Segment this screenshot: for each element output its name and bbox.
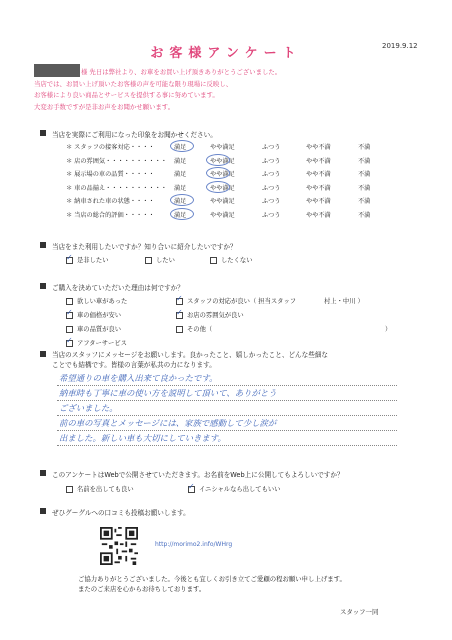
intro-line: 様 先日は弊社より、お車をお買い上げ頂きありがとうございました。 <box>81 68 282 76</box>
rating-option[interactable]: 不満 <box>358 157 371 165</box>
q2-option-definitely[interactable] <box>66 255 108 264</box>
rating-option[interactable]: 不満 <box>358 198 371 206</box>
message-line <box>57 431 397 446</box>
q3-title: ご購入を決めていただいた理由は何ですか？ <box>52 284 184 292</box>
message-area[interactable] <box>57 363 397 446</box>
rating-option[interactable]: やや不満 <box>306 157 331 165</box>
rating-option[interactable]: 満足 <box>174 198 187 206</box>
checkbox[interactable] <box>66 298 73 305</box>
q5-option-label: 名前を出しても良い <box>77 486 134 493</box>
selection-circle <box>206 181 230 193</box>
checkbox[interactable] <box>176 326 183 333</box>
rating-row-label: ＊ 展示場の車の品質・・・・・ <box>66 171 155 179</box>
rating-row-label: ＊ 車の品揃え・・・・・・・・・・ <box>66 184 167 192</box>
rating-option[interactable]: ふつう <box>262 171 281 179</box>
q3-option-label: 車の品質が良い <box>77 326 122 333</box>
rating-option[interactable]: やや不満 <box>306 171 331 179</box>
handwritten-text: ございました。 <box>59 403 118 413</box>
q3-other-close: ） <box>385 326 392 333</box>
rating-option[interactable]: 不満 <box>358 171 371 179</box>
rating-option[interactable]: 不満 <box>358 144 371 151</box>
rating-option[interactable]: ふつう <box>262 198 281 206</box>
q3-staff-name: 村上・中川 ） <box>324 298 364 305</box>
q5-option-full-name[interactable] <box>66 484 134 493</box>
rating-option[interactable]: 満足 <box>174 212 187 219</box>
q1-title: 当店を実際にご利用になった印象をお聞かせください。 <box>52 131 217 139</box>
rating-option[interactable]: 満足 <box>174 144 187 151</box>
rating-option[interactable]: ふつう <box>262 157 281 165</box>
qr-code-icon[interactable] <box>100 527 138 565</box>
q3-option-quality[interactable] <box>66 324 121 333</box>
rating-option[interactable]: 満足 <box>174 171 187 179</box>
selection-circle <box>206 154 230 166</box>
rating-option[interactable]: やや満足 <box>210 212 235 219</box>
q3-option-atmosphere[interactable] <box>176 310 244 319</box>
rating-row-label: ＊ 納車された車の状態・・・・ <box>66 198 155 206</box>
q3-option-other[interactable] <box>176 324 212 333</box>
intro-text <box>34 67 281 113</box>
q5-title: このアンケートはWebで公開させていただきます。お名前をWeb上に公開してもよろしいですか？ <box>52 471 344 479</box>
checkbox-checked[interactable] <box>66 257 73 264</box>
intro-line: 当店では、お買い上げ頂いたお客様の声を可能な限り現場に反映し、 <box>34 79 233 88</box>
q3-option-label: アフターサービス <box>77 340 127 347</box>
q2-option-label: したくない <box>221 257 253 264</box>
checkbox[interactable] <box>66 326 73 333</box>
closing-line: ご協力ありがとうございました。今後とも宜しくお引き立てご愛顧の程お願い申し上げます。 <box>78 575 346 583</box>
closing-line: またのご来店を心からお待ちしております。 <box>78 585 206 593</box>
q4-title-line: ことでも結構です。皆様の言葉が私共の力になります。 <box>52 361 216 369</box>
selection-circle <box>170 208 194 220</box>
rating-option[interactable]: やや満足 <box>210 144 235 151</box>
rating-option[interactable]: ふつう <box>262 144 281 151</box>
selection-circle <box>170 194 194 206</box>
handwritten-text: 希望通りの車を購入出来て良かったです。 <box>59 373 218 383</box>
rating-option[interactable]: やや満足 <box>210 157 235 165</box>
intro-line: お客様により良い商品とサービスを提供する事に努めています。 <box>34 91 219 99</box>
rating-option[interactable]: やや不満 <box>306 212 331 219</box>
checkbox-checked[interactable] <box>188 486 195 493</box>
q3-option-label: 欲しい車があった <box>77 298 128 305</box>
message-line <box>57 416 397 431</box>
rating-option[interactable]: やや満足 <box>210 171 235 179</box>
q5-option-label: イニシャルなら出してもいい <box>199 486 281 493</box>
q3-option-label: その他（ <box>187 326 213 333</box>
q2-option-label: したい <box>156 257 175 264</box>
rating-option[interactable]: 満足 <box>174 184 187 192</box>
rating-row-label: ＊ 当店の総合的評価・・・・・ <box>66 212 155 219</box>
q2-option-yes[interactable] <box>145 255 175 264</box>
signature: スタッフ一同 <box>340 608 379 616</box>
q5-option-initials[interactable] <box>188 484 280 493</box>
message-line <box>57 371 397 386</box>
checkbox-checked[interactable] <box>66 312 73 319</box>
handwritten-text: 出ました。新しい車も大切にしていきます。 <box>59 433 226 443</box>
rating-option[interactable]: 不満 <box>358 184 371 192</box>
checkbox-checked[interactable] <box>66 340 73 347</box>
checkbox[interactable] <box>210 257 217 264</box>
rating-option[interactable]: 不満 <box>358 212 371 219</box>
checkbox-checked[interactable] <box>176 298 183 305</box>
q2-option-label: 是非したい <box>77 257 109 264</box>
q2-title: 当店をまた利用したいですか？知り合いに紹介したいですか？ <box>52 243 237 251</box>
review-link[interactable]: http://morimo2.info/WHrg <box>155 541 233 548</box>
rating-option[interactable]: やや不満 <box>306 184 331 192</box>
intro-line: 大変お手数ですが是非お声をお聞かせ願います。 <box>34 102 175 111</box>
q3-option-price[interactable] <box>66 310 121 319</box>
rating-option[interactable]: やや満足 <box>210 198 235 206</box>
q2-option-no[interactable] <box>210 255 252 264</box>
q3-option-label: 車の価格が安い <box>77 312 122 319</box>
survey-title: お客様アンケート <box>150 46 302 61</box>
message-line <box>57 386 397 401</box>
q3-option-label: お店の雰囲気が良い <box>187 312 244 319</box>
rating-option[interactable]: やや不満 <box>306 198 331 206</box>
rating-row-label: ＊ スタッフの接客対応・・・・ <box>66 144 155 151</box>
rating-option[interactable]: ふつう <box>262 212 281 219</box>
rating-option[interactable]: やや満足 <box>210 184 235 192</box>
handwritten-text: 前の車の写真とメッセージには、家族で感動して少し涙が <box>59 418 277 428</box>
q3-option-label: スタッフの対応が良い（ 担当スタッフ <box>187 298 297 305</box>
rating-option[interactable]: やや不満 <box>306 144 331 151</box>
closing-message <box>78 574 346 594</box>
q3-option-staff[interactable] <box>176 296 296 305</box>
checkbox[interactable] <box>145 257 152 264</box>
rating-option[interactable]: 満足 <box>174 157 187 165</box>
checkbox[interactable] <box>66 486 73 493</box>
rating-option[interactable]: ふつう <box>262 184 281 192</box>
q4-title-line: 当店のスタッフにメッセージをお願いします。良かったこと、嬉しかったこと、どんな些細な <box>52 351 329 359</box>
selection-circle <box>170 140 194 152</box>
handwritten-text: 納車時も丁寧に車の使い方を説明して頂いて、ありがとう <box>59 388 277 398</box>
rating-row-label: ＊ 店の雰囲気・・・・・・・・・・ <box>66 157 167 165</box>
message-line <box>57 401 397 416</box>
q3-option-after-service[interactable] <box>66 338 127 347</box>
q6-title: ぜひグーグルへの口コミも投稿お願いします。 <box>52 509 190 517</box>
checkbox-checked[interactable] <box>176 312 183 319</box>
survey-date: 2019.9.12 <box>382 42 418 50</box>
q3-option-wanted-car[interactable] <box>66 296 127 305</box>
